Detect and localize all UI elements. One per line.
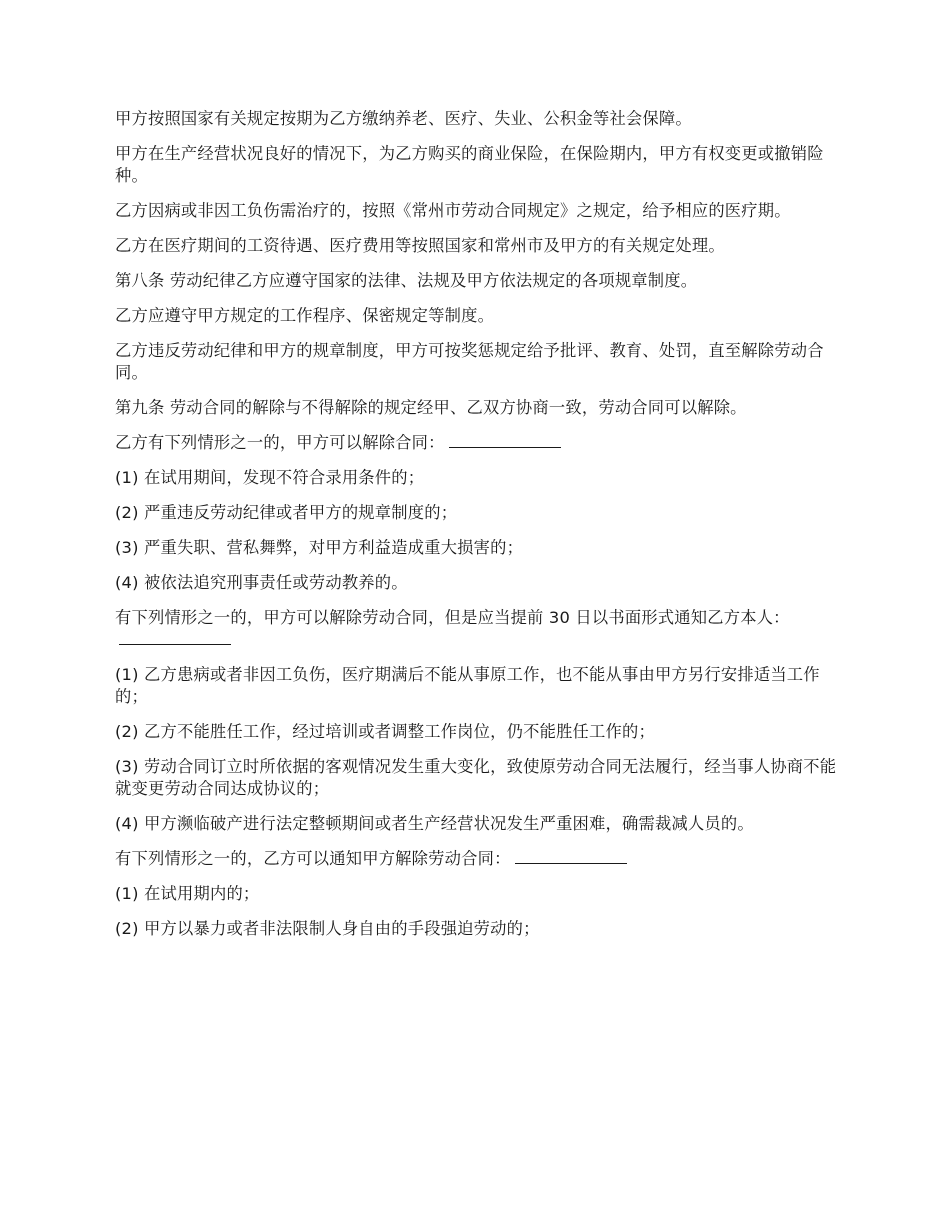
paragraph-text: (1) 在试用期内的； [115,884,260,903]
paragraph [115,572,843,594]
paragraph [115,305,843,327]
paragraph-text: 第九条 劳动合同的解除与不得解除的规定经甲、乙双方协商一致，劳动合同可以解除。 [115,398,747,417]
paragraph [115,200,843,222]
paragraph [115,721,843,743]
paragraph-text: 乙方应遵守甲方规定的工作程序、保密规定等制度。 [115,306,495,325]
paragraph-text: (2) 甲方以暴力或者非法限制人身自由的手段强迫劳动的； [115,919,540,938]
paragraph [115,664,843,708]
paragraph [115,502,843,524]
paragraph-text: 乙方因病或非因工负伤需治疗的，按照《常州市劳动合同规定》之规定，给予相应的医疗期。 [115,201,791,220]
paragraph [115,340,843,384]
paragraph-text: 有下列情形之一的，乙方可以通知甲方解除劳动合同： [115,849,511,868]
paragraph [115,467,843,489]
paragraph-text: (3) 劳动合同订立时所依据的客观情况发生重大变化，致使原劳动合同无法履行，经当事人协商不能就变更劳动合同达成协议的； [115,757,837,798]
paragraph [115,270,843,292]
paragraph-text: (4) 被依法追究刑事责任或劳动教养的。 [115,573,408,592]
paragraph [115,537,843,559]
fill-in-blank-line [449,432,561,448]
paragraph-text: (1) 在试用期间，发现不符合录用条件的； [115,468,425,487]
paragraph-text: (2) 乙方不能胜任工作，经过培训或者调整工作岗位，仍不能胜任工作的； [115,722,655,741]
paragraph [115,848,843,870]
paragraph-text: 乙方有下列情形之一的，甲方可以解除合同： [115,433,445,452]
paragraph [115,432,843,454]
paragraph-text: 甲方按照国家有关规定按期为乙方缴纳养老、医疗、失业、公积金等社会保障。 [115,109,692,128]
paragraph-text: 有下列情形之一的，甲方可以解除劳动合同，但是应当提前 30 日以书面形式通知乙方本人： [115,608,790,627]
paragraph [115,883,843,905]
paragraph [115,397,843,419]
paragraph [115,143,843,187]
paragraph-text: 甲方在生产经营状况良好的情况下，为乙方购买的商业保险，在保险期内，甲方有权变更或撤销险种。 [115,144,824,185]
paragraph [115,756,843,800]
paragraph-text: 乙方违反劳动纪律和甲方的规章制度，甲方可按奖惩规定给予批评、教育、处罚，直至解除劳动合同。 [115,341,824,382]
paragraph-text: (1) 乙方患病或者非因工负伤，医疗期满后不能从事原工作，也不能从事由甲方另行安排适当工作的； [115,665,820,706]
paragraph [115,108,843,130]
paragraph [115,918,843,940]
paragraph-text: 第八条 劳动纪律乙方应遵守国家的法律、法规及甲方依法规定的各项规章制度。 [115,271,698,290]
paragraph-text: (3) 严重失职、营私舞弊，对甲方利益造成重大损害的； [115,538,524,557]
document-body [115,108,843,953]
fill-in-blank-line [515,848,627,864]
paragraph [115,607,843,651]
paragraph-text: (2) 严重违反劳动纪律或者甲方的规章制度的； [115,503,458,522]
paragraph-text: 乙方在医疗期间的工资待遇、医疗费用等按照国家和常州市及甲方的有关规定处理。 [115,236,725,255]
paragraph [115,813,843,835]
paragraph [115,235,843,257]
paragraph-text: (4) 甲方濒临破产进行法定整顿期间或者生产经营状况发生严重困难，确需裁减人员的。 [115,814,754,833]
fill-in-blank-line [119,629,231,645]
